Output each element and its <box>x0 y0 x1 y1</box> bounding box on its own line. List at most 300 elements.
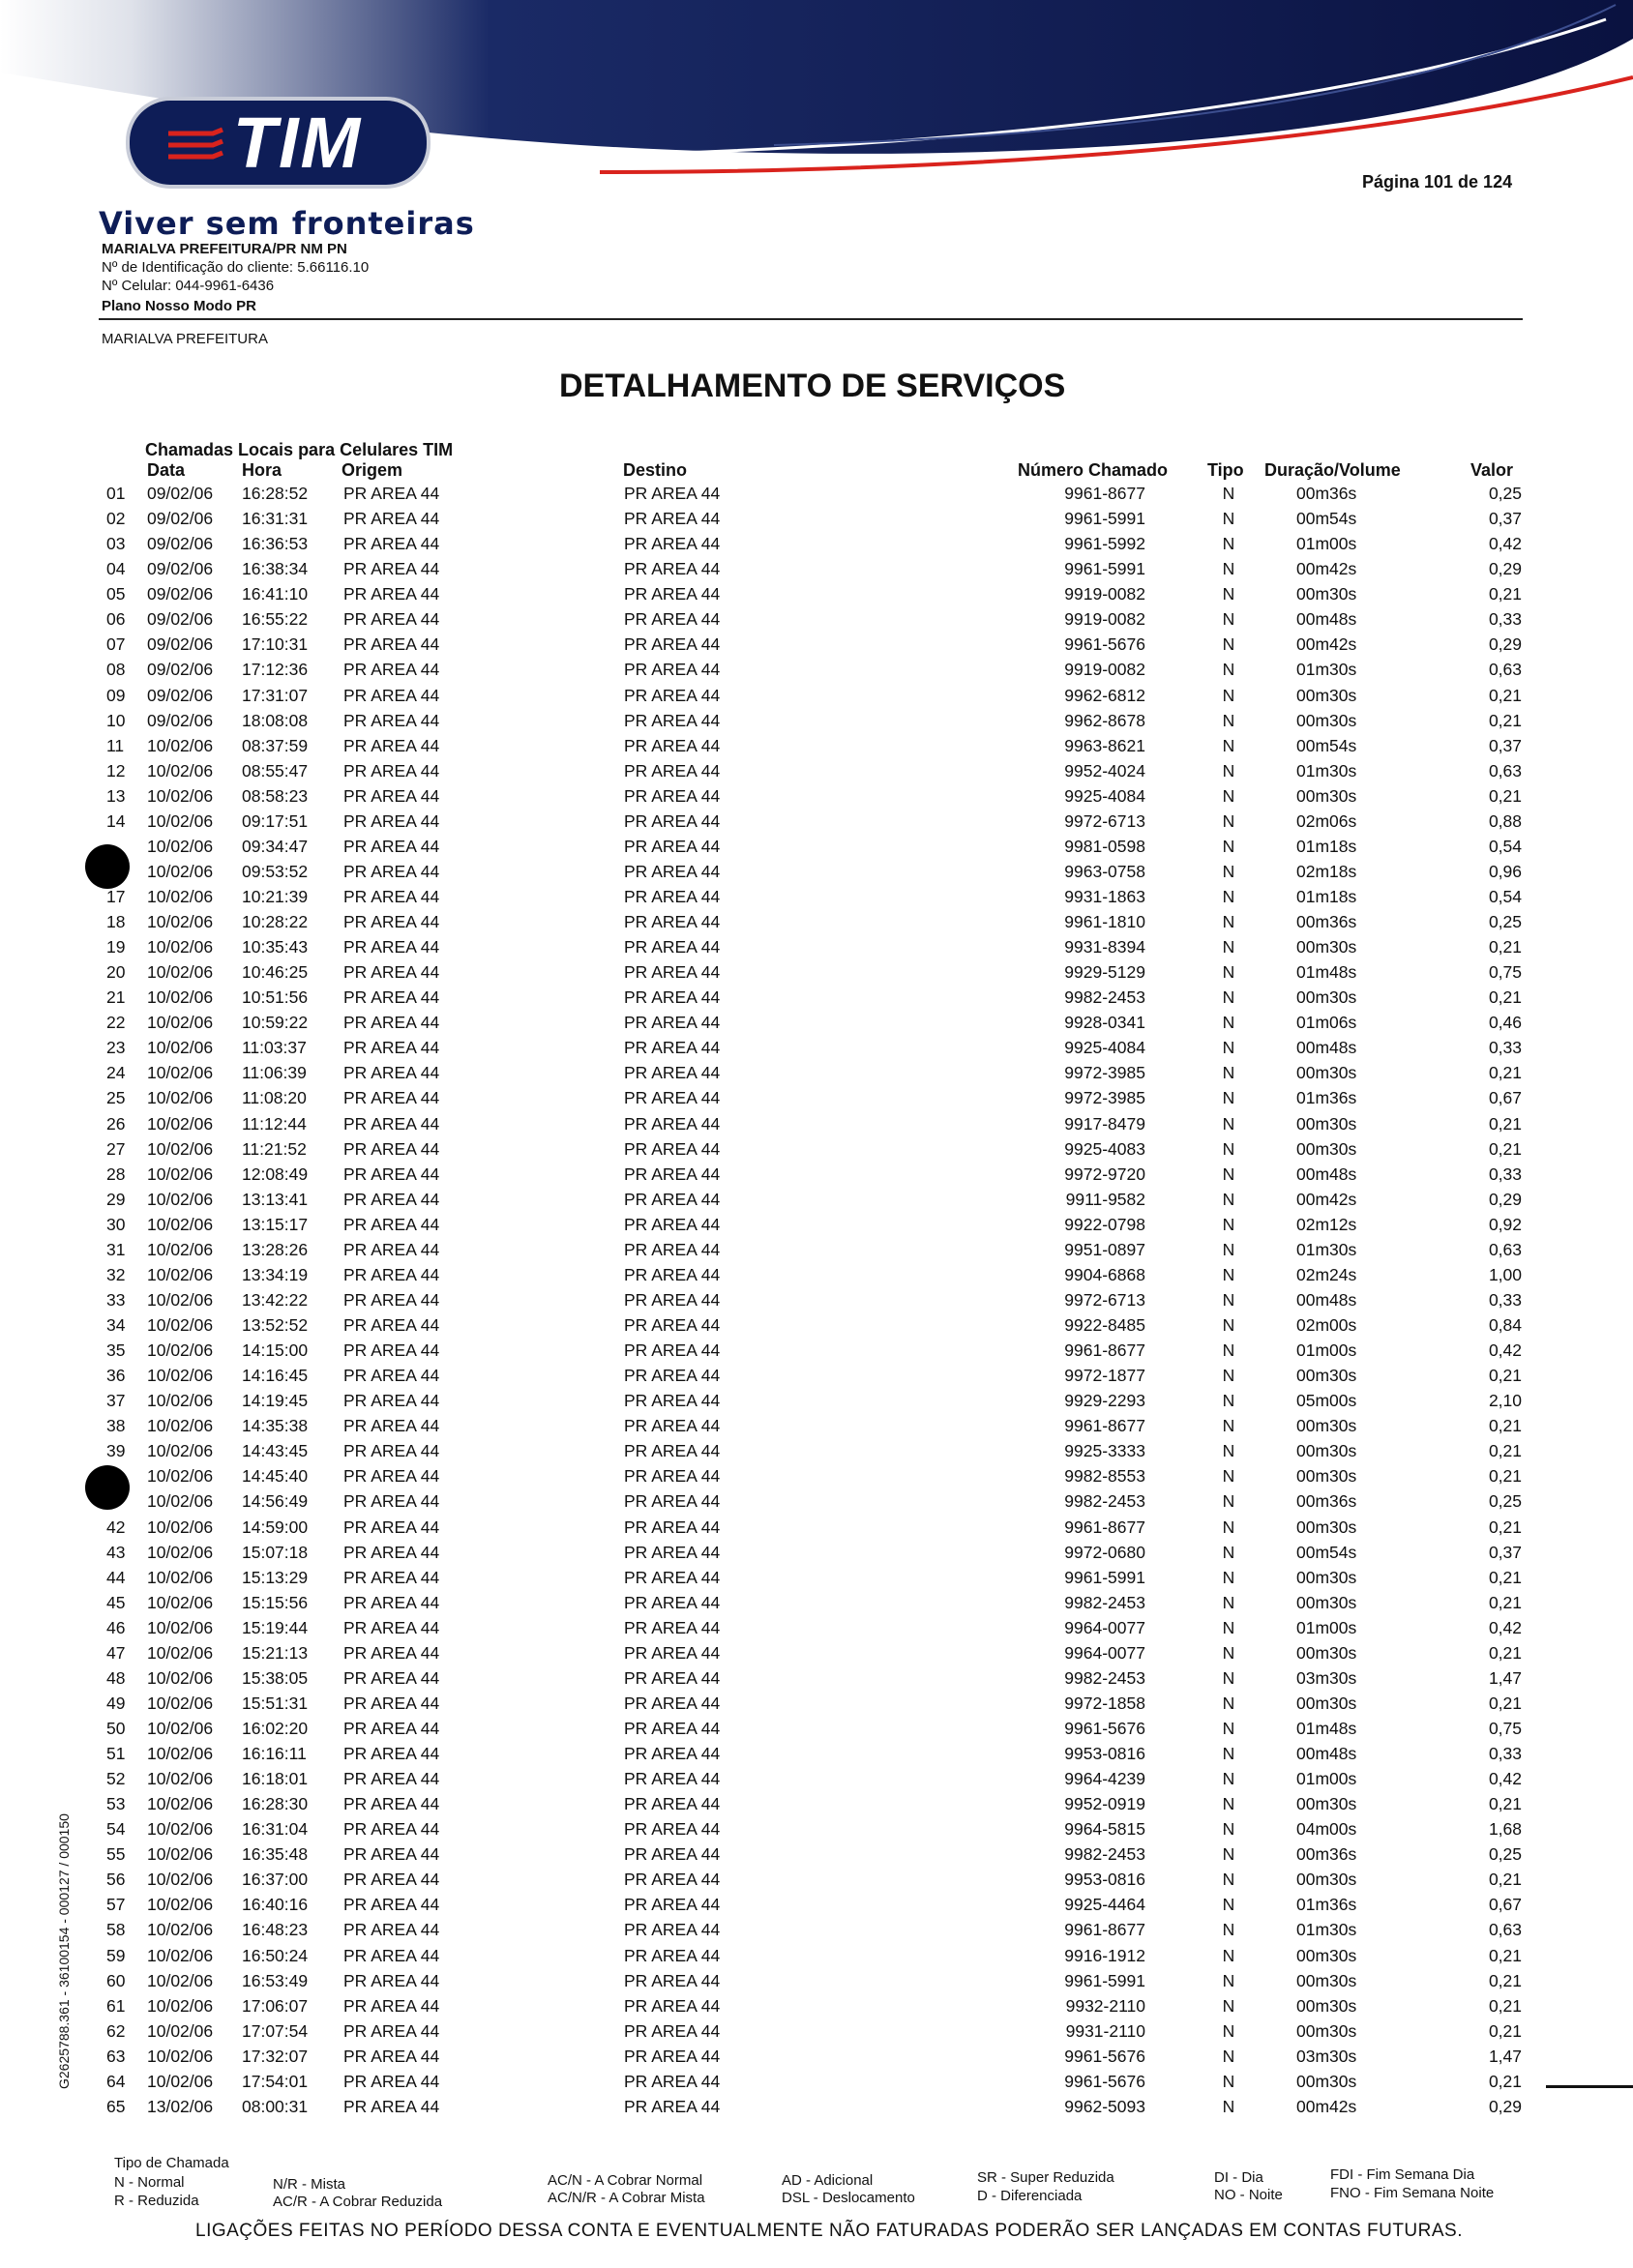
cell-origem: PR AREA 44 <box>343 1592 440 1612</box>
cell-tipo: N <box>1222 1138 1235 1159</box>
table-row <box>0 2047 1633 2072</box>
cell-numero: 9972-1858 <box>1064 1693 1145 1713</box>
cell-hora: 16:36:53 <box>242 534 309 554</box>
cell-numero: 9961-5676 <box>1064 2071 1145 2091</box>
cell-hora: 17:12:36 <box>242 660 309 680</box>
cell-duracao: 01m30s <box>1296 660 1357 680</box>
cell-tipo: N <box>1222 2071 1235 2091</box>
cell-duracao: 00m42s <box>1296 559 1357 579</box>
cell-data: 10/02/06 <box>147 1340 214 1360</box>
cell-numero: 9961-8677 <box>1064 1920 1145 1940</box>
cell-numero: 9982-2453 <box>1064 987 1145 1008</box>
cell-n: 61 <box>106 1995 126 2016</box>
cell-destino: PR AREA 44 <box>624 836 721 856</box>
cell-n: 29 <box>106 1189 126 1209</box>
cell-tipo: N <box>1222 1794 1235 1814</box>
cell-valor: 0,21 <box>1488 2071 1522 2091</box>
cell-data: 10/02/06 <box>147 1088 214 1108</box>
cell-n: 10 <box>106 710 126 730</box>
cell-valor: 0,21 <box>1488 1466 1522 1487</box>
cell-hora: 08:55:47 <box>242 760 309 781</box>
cell-duracao: 00m42s <box>1296 2096 1357 2116</box>
cell-numero: 9961-8677 <box>1064 484 1145 503</box>
cell-hora: 16:31:04 <box>242 1819 309 1840</box>
table-row <box>0 1996 1633 2021</box>
cell-destino: PR AREA 44 <box>624 1794 721 1814</box>
cell-origem: PR AREA 44 <box>343 1693 440 1713</box>
cell-data: 10/02/06 <box>147 1718 214 1738</box>
cell-valor: 0,29 <box>1488 634 1522 655</box>
cell-tipo: N <box>1222 584 1235 604</box>
col-header-tipo: Tipo <box>1207 460 1244 480</box>
cell-destino: PR AREA 44 <box>624 810 721 831</box>
cell-origem: PR AREA 44 <box>343 810 440 831</box>
punch-hole <box>85 1465 130 1510</box>
cell-origem: PR AREA 44 <box>343 1542 440 1562</box>
legend-deslocamento: DSL - Deslocamento <box>782 2190 915 2206</box>
cell-origem: PR AREA 44 <box>343 1517 440 1537</box>
cell-numero: 9931-8394 <box>1064 937 1145 957</box>
cell-origem: PR AREA 44 <box>343 1391 440 1411</box>
table-row <box>0 862 1633 887</box>
cell-origem: PR AREA 44 <box>343 1844 440 1865</box>
cell-data: 10/02/06 <box>147 735 214 755</box>
cell-tipo: N <box>1222 1870 1235 1890</box>
cell-origem: PR AREA 44 <box>343 1113 440 1134</box>
cell-destino: PR AREA 44 <box>624 1693 721 1713</box>
cell-tipo: N <box>1222 1945 1235 1965</box>
cell-valor: 1,47 <box>1488 1667 1522 1688</box>
cell-tipo: N <box>1222 1970 1235 1990</box>
cell-tipo: N <box>1222 937 1235 957</box>
cell-hora: 12:08:49 <box>242 1163 309 1184</box>
cell-tipo: N <box>1222 1667 1235 1688</box>
cell-tipo: N <box>1222 1769 1235 1789</box>
cell-hora: 17:54:01 <box>242 2071 309 2091</box>
cell-origem: PR AREA 44 <box>343 584 440 604</box>
cell-tipo: N <box>1222 735 1235 755</box>
cell-numero: 9929-2293 <box>1064 1391 1145 1411</box>
tim-logo <box>126 97 431 189</box>
cell-n: 27 <box>106 1138 126 1159</box>
cell-n: 05 <box>106 584 126 604</box>
cell-numero: 9931-2110 <box>1065 2020 1145 2041</box>
cell-data: 10/02/06 <box>147 1189 214 1209</box>
cell-numero: 9911-9582 <box>1065 1189 1145 1209</box>
table-row <box>0 1517 1633 1543</box>
cell-duracao: 01m00s <box>1296 534 1357 554</box>
table-row <box>0 1013 1633 1038</box>
cell-tipo: N <box>1222 987 1235 1008</box>
cell-duracao: 02m12s <box>1296 1214 1357 1234</box>
table-row <box>0 837 1633 862</box>
cell-tipo: N <box>1222 1416 1235 1436</box>
cell-origem: PR AREA 44 <box>343 1038 440 1058</box>
cell-hora: 16:38:34 <box>242 559 309 579</box>
cell-duracao: 00m30s <box>1296 785 1357 806</box>
cell-destino: PR AREA 44 <box>624 509 721 529</box>
cell-duracao: 00m30s <box>1296 1970 1357 1990</box>
cell-hora: 16:28:30 <box>242 1794 309 1814</box>
cell-n: 49 <box>106 1693 126 1713</box>
cell-destino: PR AREA 44 <box>624 1189 721 1209</box>
cell-valor: 0,21 <box>1488 987 1522 1008</box>
cell-data: 10/02/06 <box>147 1995 214 2016</box>
cell-origem: PR AREA 44 <box>343 1970 440 1990</box>
cell-data: 10/02/06 <box>147 1113 214 1134</box>
header-divider <box>99 318 1523 320</box>
cell-data: 10/02/06 <box>147 962 214 983</box>
cell-data: 10/02/06 <box>147 1138 214 1159</box>
cell-origem: PR AREA 44 <box>343 609 440 630</box>
cell-tipo: N <box>1222 1744 1235 1763</box>
cell-duracao: 01m36s <box>1296 1895 1357 1915</box>
legend-adicional: AD - Adicional <box>782 2172 874 2189</box>
table-row <box>0 1088 1633 1113</box>
cell-duracao: 00m30s <box>1296 685 1357 705</box>
cell-duracao: 00m30s <box>1296 1138 1357 1159</box>
cell-valor: 0,21 <box>1488 785 1522 806</box>
cell-duracao: 00m30s <box>1296 1592 1357 1612</box>
cell-origem: PR AREA 44 <box>343 1063 440 1083</box>
cell-origem: PR AREA 44 <box>343 912 440 931</box>
cell-numero: 9925-4084 <box>1064 785 1145 806</box>
cell-numero: 9916-1912 <box>1064 1945 1145 1965</box>
cell-tipo: N <box>1222 609 1235 630</box>
cell-hora: 16:40:16 <box>242 1895 309 1915</box>
cell-numero: 9904-6868 <box>1064 1264 1145 1284</box>
cell-destino: PR AREA 44 <box>624 937 721 957</box>
cell-n: 25 <box>106 1088 126 1108</box>
cell-valor: 0,67 <box>1488 1895 1522 1915</box>
table-row <box>0 534 1633 559</box>
cell-valor: 0,25 <box>1488 1844 1522 1865</box>
cell-n: 59 <box>106 1945 126 1965</box>
cell-destino: PR AREA 44 <box>624 1113 721 1134</box>
cell-destino: PR AREA 44 <box>624 534 721 554</box>
cell-origem: PR AREA 44 <box>343 987 440 1008</box>
cell-hora: 10:51:56 <box>242 987 309 1008</box>
cell-destino: PR AREA 44 <box>624 1744 721 1763</box>
cell-hora: 14:59:00 <box>242 1517 309 1537</box>
cell-duracao: 00m30s <box>1296 1693 1357 1713</box>
cell-destino: PR AREA 44 <box>624 1769 721 1789</box>
table-row <box>0 1114 1633 1139</box>
legend-diferenciada: D - Diferenciada <box>977 2188 1083 2204</box>
cell-data: 09/02/06 <box>147 710 214 730</box>
cell-valor: 0,33 <box>1488 609 1522 630</box>
cell-valor: 0,21 <box>1488 1870 1522 1890</box>
cell-destino: PR AREA 44 <box>624 1163 721 1184</box>
cell-valor: 0,21 <box>1488 1794 1522 1814</box>
cell-hora: 13:52:52 <box>242 1315 309 1335</box>
cell-origem: PR AREA 44 <box>343 534 440 554</box>
table-row <box>0 711 1633 736</box>
cell-data: 10/02/06 <box>147 1264 214 1284</box>
cell-data: 10/02/06 <box>147 785 214 806</box>
cell-duracao: 01m30s <box>1296 1239 1357 1259</box>
cell-origem: PR AREA 44 <box>343 1567 440 1587</box>
cell-hora: 10:59:22 <box>242 1013 309 1033</box>
table-row <box>0 584 1633 609</box>
cell-n: 64 <box>106 2071 126 2091</box>
cell-tipo: N <box>1222 1693 1235 1713</box>
cell-duracao: 01m00s <box>1296 1340 1357 1360</box>
cell-data: 10/02/06 <box>147 1693 214 1713</box>
cell-duracao: 00m30s <box>1296 710 1357 730</box>
client-cell: Nº Celular: 044-9961-6436 <box>102 278 275 294</box>
cell-duracao: 00m42s <box>1296 634 1357 655</box>
cell-tipo: N <box>1222 1542 1235 1562</box>
cell-n: 65 <box>106 2096 126 2116</box>
cell-valor: 0,21 <box>1488 1416 1522 1436</box>
table-row <box>0 559 1633 584</box>
cell-numero: 9972-6713 <box>1064 1289 1145 1310</box>
cell-origem: PR AREA 44 <box>343 1945 440 1965</box>
cell-origem: PR AREA 44 <box>343 1895 440 1915</box>
side-barcode-text: G2625788.361 - 36100154 - 000127 / 000150 <box>56 1813 72 2089</box>
legend-noite: NO - Noite <box>1214 2187 1283 2203</box>
cell-valor: 0,75 <box>1488 1718 1522 1738</box>
cell-n: 24 <box>106 1063 126 1083</box>
cell-valor: 0,21 <box>1488 937 1522 957</box>
table-row <box>0 1794 1633 1819</box>
cell-destino: PR AREA 44 <box>624 1466 721 1487</box>
cell-hora: 08:37:59 <box>242 735 309 755</box>
cell-duracao: 00m42s <box>1296 1189 1357 1209</box>
cell-data: 10/02/06 <box>147 1642 214 1663</box>
cell-numero: 9928-0341 <box>1064 1013 1145 1033</box>
table-row <box>0 509 1633 534</box>
cell-data: 10/02/06 <box>147 1769 214 1789</box>
table-row <box>0 1694 1633 1719</box>
cell-tipo: N <box>1222 2096 1235 2116</box>
table-row <box>0 1844 1633 1870</box>
table-row <box>0 609 1633 634</box>
cell-duracao: 00m54s <box>1296 1542 1357 1562</box>
table-row <box>0 660 1633 685</box>
cell-n: 18 <box>106 912 126 931</box>
table-row <box>0 736 1633 761</box>
col-header-origem: Origem <box>341 460 403 480</box>
cell-hora: 14:15:00 <box>242 1340 309 1360</box>
cell-origem: PR AREA 44 <box>343 1340 440 1360</box>
cell-data: 10/02/06 <box>147 1819 214 1840</box>
cell-n: 26 <box>106 1113 126 1134</box>
cell-numero: 9952-0919 <box>1064 1794 1145 1814</box>
table-row <box>0 1618 1633 1643</box>
cell-numero: 9931-1863 <box>1064 887 1145 906</box>
table-row <box>0 811 1633 837</box>
cell-tipo: N <box>1222 810 1235 831</box>
cell-numero: 9925-3333 <box>1064 1441 1145 1461</box>
cell-n: 62 <box>106 2020 126 2041</box>
cell-hora: 16:16:11 <box>242 1744 307 1763</box>
cell-tipo: N <box>1222 710 1235 730</box>
cell-hora: 17:10:31 <box>242 634 309 655</box>
cell-numero: 9972-6713 <box>1064 810 1145 831</box>
cell-n: 19 <box>106 937 126 957</box>
cell-origem: PR AREA 44 <box>343 1819 440 1840</box>
cell-data: 09/02/06 <box>147 559 214 579</box>
cell-hora: 13:28:26 <box>242 1239 309 1259</box>
cell-tipo: N <box>1222 2046 1235 2066</box>
table-row <box>0 962 1633 987</box>
cell-duracao: 00m30s <box>1296 2071 1357 2091</box>
cell-destino: PR AREA 44 <box>624 987 721 1008</box>
cell-data: 10/02/06 <box>147 1744 214 1763</box>
cell-tipo: N <box>1222 1088 1235 1108</box>
table-row <box>0 887 1633 912</box>
cell-n: 46 <box>106 1617 126 1637</box>
cell-n: 33 <box>106 1289 126 1310</box>
cell-tipo: N <box>1222 1038 1235 1058</box>
cell-hora: 10:46:25 <box>242 962 309 983</box>
cell-origem: PR AREA 44 <box>343 1667 440 1688</box>
table-row <box>0 634 1633 660</box>
cell-destino: PR AREA 44 <box>624 1416 721 1436</box>
cell-data: 10/02/06 <box>147 1063 214 1083</box>
cell-duracao: 00m30s <box>1296 987 1357 1008</box>
table-row <box>0 686 1633 711</box>
cell-valor: 0,33 <box>1488 1163 1522 1184</box>
cell-valor: 0,37 <box>1488 509 1522 529</box>
cell-hora: 14:35:38 <box>242 1416 309 1436</box>
punch-hole <box>85 844 130 889</box>
cell-tipo: N <box>1222 509 1235 529</box>
cell-valor: 0,96 <box>1488 861 1522 881</box>
cell-tipo: N <box>1222 1617 1235 1637</box>
legend-cobrar-normal: AC/N - A Cobrar Normal <box>548 2172 703 2189</box>
cell-valor: 0,29 <box>1488 559 1522 579</box>
table-row <box>0 1744 1633 1769</box>
cell-n: 44 <box>106 1567 126 1587</box>
cell-destino: PR AREA 44 <box>624 1592 721 1612</box>
cell-destino: PR AREA 44 <box>624 785 721 806</box>
cell-duracao: 01m48s <box>1296 1718 1357 1738</box>
cell-n: 37 <box>106 1391 126 1411</box>
table-row <box>0 1416 1633 1441</box>
cell-n: 21 <box>106 987 126 1008</box>
tim-stripes-icon <box>166 126 224 164</box>
cell-valor: 2,10 <box>1488 1391 1522 1411</box>
cell-valor: 0,21 <box>1488 1113 1522 1134</box>
cell-hora: 11:03:37 <box>242 1038 307 1058</box>
cell-n: 39 <box>106 1441 126 1461</box>
cell-data: 09/02/06 <box>147 634 214 655</box>
cell-destino: PR AREA 44 <box>624 2071 721 2091</box>
cell-valor: 0,29 <box>1488 2096 1522 2116</box>
cell-origem: PR AREA 44 <box>343 1264 440 1284</box>
cell-hora: 16:53:49 <box>242 1970 309 1990</box>
table-row <box>0 1366 1633 1391</box>
cell-origem: PR AREA 44 <box>343 1138 440 1159</box>
table-row <box>0 1340 1633 1366</box>
cell-duracao: 00m48s <box>1296 1038 1357 1058</box>
cell-n: 42 <box>106 1517 126 1537</box>
cell-origem: PR AREA 44 <box>343 861 440 881</box>
table-row <box>0 1190 1633 1215</box>
cell-n: 23 <box>106 1038 126 1058</box>
cell-tipo: N <box>1222 912 1235 931</box>
cell-data: 13/02/06 <box>147 2096 214 2116</box>
cell-duracao: 05m00s <box>1296 1391 1357 1411</box>
cell-n: 53 <box>106 1794 126 1814</box>
cell-origem: PR AREA 44 <box>343 1617 440 1637</box>
legend-cobrar-mista: AC/N/R - A Cobrar Mista <box>548 2190 705 2206</box>
cell-data: 10/02/06 <box>147 836 214 856</box>
cell-destino: PR AREA 44 <box>624 1340 721 1360</box>
cell-duracao: 00m30s <box>1296 1441 1357 1461</box>
cell-n: 09 <box>106 685 126 705</box>
cell-hora: 15:21:13 <box>242 1642 309 1663</box>
cell-hora: 16:41:10 <box>242 584 309 604</box>
cell-numero: 9932-2110 <box>1065 1995 1145 2016</box>
cell-numero: 9952-4024 <box>1064 760 1145 781</box>
cell-destino: PR AREA 44 <box>624 1667 721 1688</box>
cell-destino: PR AREA 44 <box>624 1214 721 1234</box>
cell-numero: 9982-8553 <box>1064 1466 1145 1487</box>
cell-data: 10/02/06 <box>147 1667 214 1688</box>
table-row <box>0 1920 1633 1945</box>
cell-origem: PR AREA 44 <box>343 1416 440 1436</box>
cell-data: 10/02/06 <box>147 1617 214 1637</box>
cell-n: 14 <box>106 810 126 831</box>
cell-numero: 9961-5676 <box>1064 1718 1145 1738</box>
cell-valor: 0,21 <box>1488 685 1522 705</box>
cell-tipo: N <box>1222 1366 1235 1386</box>
cell-hora: 18:08:08 <box>242 710 309 730</box>
cell-destino: PR AREA 44 <box>624 2020 721 2041</box>
cell-destino: PR AREA 44 <box>624 962 721 983</box>
cell-tipo: N <box>1222 685 1235 705</box>
cell-tipo: N <box>1222 1163 1235 1184</box>
cell-n: 12 <box>106 760 126 781</box>
cell-origem: PR AREA 44 <box>343 2046 440 2066</box>
cell-valor: 0,63 <box>1488 660 1522 680</box>
cell-data: 10/02/06 <box>147 1844 214 1865</box>
cell-data: 10/02/06 <box>147 2046 214 2066</box>
cell-tipo: N <box>1222 660 1235 680</box>
cell-hora: 17:07:54 <box>242 2020 309 2041</box>
cell-n: 02 <box>106 509 126 529</box>
cell-origem: PR AREA 44 <box>343 559 440 579</box>
cell-origem: PR AREA 44 <box>343 1718 440 1738</box>
cell-numero: 9972-0680 <box>1064 1542 1145 1562</box>
cell-duracao: 00m30s <box>1296 2020 1357 2041</box>
cell-data: 10/02/06 <box>147 1416 214 1436</box>
cell-hora: 08:58:23 <box>242 785 309 806</box>
cell-hora: 15:15:56 <box>242 1592 309 1612</box>
cell-tipo: N <box>1222 1920 1235 1940</box>
cell-hora: 11:21:52 <box>242 1138 307 1159</box>
cell-destino: PR AREA 44 <box>624 1391 721 1411</box>
table-row <box>0 786 1633 811</box>
brand-slogan: Viver sem fronteiras <box>99 205 475 242</box>
cell-hora: 11:12:44 <box>242 1113 307 1134</box>
cell-data: 10/02/06 <box>147 1491 214 1512</box>
table-row <box>0 1139 1633 1164</box>
cell-numero: 9961-5992 <box>1064 534 1145 554</box>
cell-data: 10/02/06 <box>147 1895 214 1915</box>
cell-origem: PR AREA 44 <box>343 1289 440 1310</box>
cell-tipo: N <box>1222 1315 1235 1335</box>
cell-numero: 9964-0077 <box>1064 1642 1145 1663</box>
cell-valor: 0,33 <box>1488 1289 1522 1310</box>
cell-n: 28 <box>106 1163 126 1184</box>
cell-tipo: N <box>1222 1642 1235 1663</box>
cell-data: 10/02/06 <box>147 1239 214 1259</box>
